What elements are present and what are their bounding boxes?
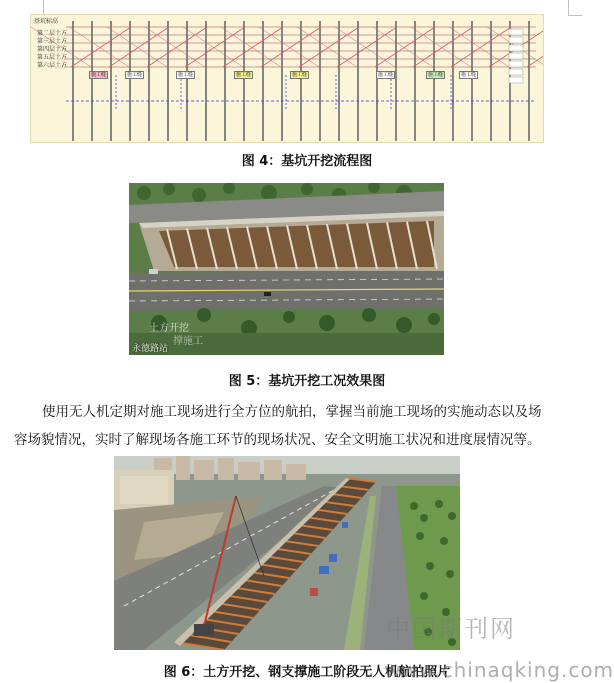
slope-line: [147, 27, 207, 67]
slope-line: [145, 27, 205, 67]
slope-line: [411, 27, 471, 67]
figure-4-caption: 图 4：基坑开挖流程图: [241, 154, 373, 169]
stage-tag: 施工缝: [378, 72, 394, 78]
slope-line: [223, 27, 283, 67]
body-paragraph-line: 使用无人机定期对施工现场进行全方位的航拍，掌握当前施工现场的实施动态以及场: [42, 404, 542, 420]
value-box: [509, 69, 523, 75]
slope-line: [297, 27, 357, 67]
slope-line: [451, 27, 511, 67]
legend-item: 第五层土方: [37, 54, 68, 61]
stage-tag: 施工缝: [91, 72, 107, 78]
slope-line: [299, 27, 359, 67]
slope-line: [71, 27, 131, 67]
legend-item: 第六层土方: [37, 62, 68, 69]
legend-item: 第三层土方: [37, 38, 68, 45]
slope-line: [337, 27, 397, 67]
slope-line: [185, 27, 245, 67]
slope-line: [259, 27, 319, 67]
page-corner-mark-right: [568, 0, 582, 16]
watermark-cn: 中国期刊网: [386, 615, 516, 643]
slope-line: [375, 27, 435, 67]
excavation-flow-diagram: [30, 14, 544, 143]
stage-tag: 施工缝: [461, 72, 477, 78]
slope-line: [183, 27, 243, 67]
value-box: [509, 61, 523, 67]
value-box: [509, 77, 523, 83]
body-paragraph-line: 容场貌情况，实时了解现场各施工环节的现场状况、安全文明施工状况和进度展情况等。: [14, 432, 541, 448]
excavation-rendering-image: [129, 183, 444, 355]
legend-item: 基坑标高: [34, 18, 59, 25]
legend-item: 第二层土方: [37, 30, 68, 37]
slope-line: [449, 27, 509, 67]
stage-tag: 施工缝: [178, 72, 194, 78]
slope-line: [335, 27, 395, 67]
slope-line: [373, 27, 433, 67]
stage-tag: 施工缝: [127, 72, 143, 78]
slope-line: [221, 27, 281, 67]
watermark-url: www.chinaqking.com: [384, 658, 614, 682]
rendering-overlay-text: 撑施工: [173, 336, 203, 347]
value-box: [509, 53, 523, 59]
slope-line: [261, 27, 321, 67]
stage-tag: 施工缝: [428, 72, 444, 78]
value-box: [509, 37, 523, 43]
slope-line: [109, 27, 169, 67]
slope-line: [69, 27, 129, 67]
stage-tag: 施工缝: [236, 72, 252, 78]
legend-item: 第四层土方: [37, 46, 68, 53]
flow-diagram-drawing: [31, 15, 544, 143]
figure-5-caption: 图 5：基坑开挖工况效果图: [228, 374, 386, 389]
slope-line: [413, 27, 473, 67]
rendering-overlay-text: 土方开挖: [149, 323, 189, 334]
value-box: [509, 29, 523, 35]
station-label: 永德路站: [132, 344, 169, 354]
figure-6-caption: 图 6：土方开挖、钢支撑施工阶段无人机航拍照片: [163, 665, 451, 680]
value-box: [509, 45, 523, 51]
slope-line: [107, 27, 167, 67]
stage-tag: 施工缝: [292, 72, 308, 78]
